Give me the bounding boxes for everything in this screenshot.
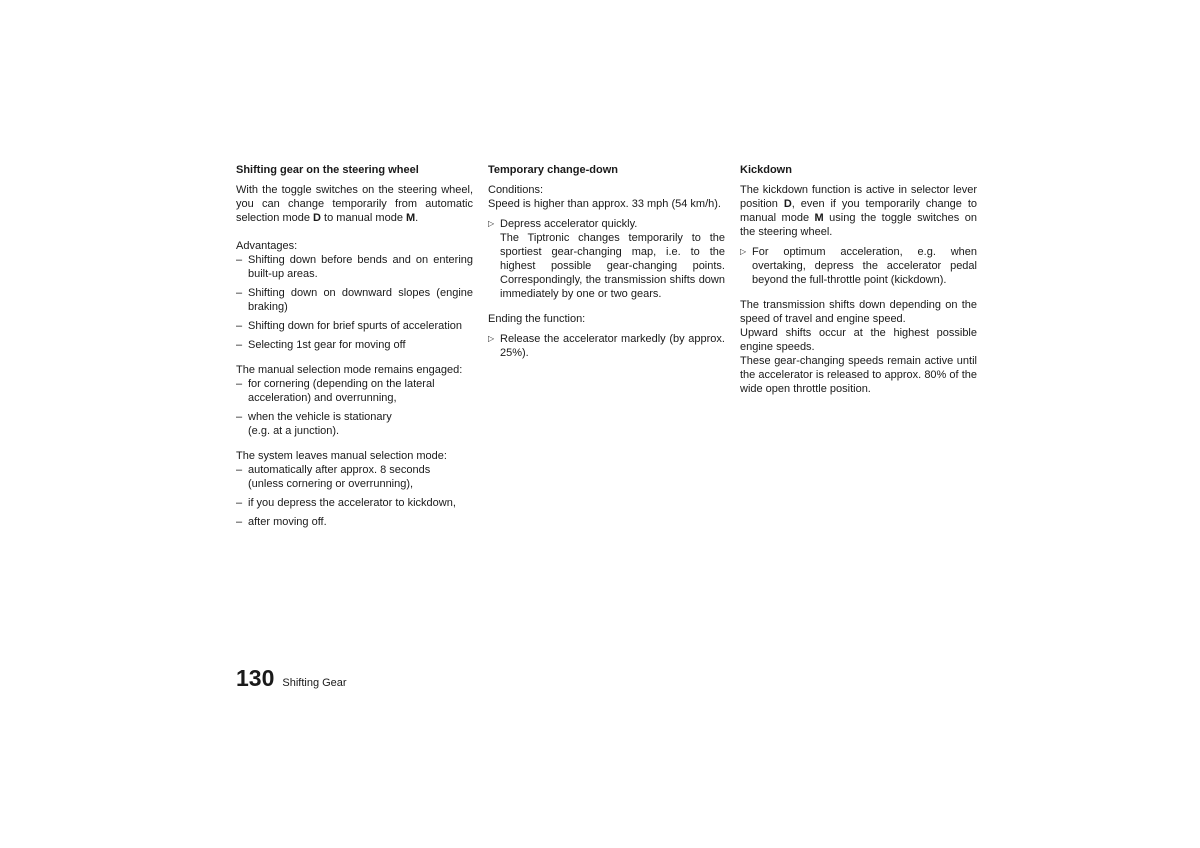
intro-paragraph bbox=[236, 183, 473, 225]
advantages-label: Advantages: bbox=[236, 240, 298, 252]
instruction-list bbox=[488, 332, 725, 360]
intro-text: using the toggle switches on the steering wheel. bbox=[740, 212, 977, 238]
mode-d-label: D bbox=[783, 198, 792, 210]
remains-list bbox=[236, 377, 473, 438]
list-item: – Shifting down before bends and on entering built-up areas. bbox=[236, 253, 473, 281]
intro-text: , even if you temporarily change to manual mode bbox=[740, 198, 977, 224]
conditions-text: Speed is higher than approx. 33 mph (54 km/h). bbox=[488, 198, 721, 210]
instruction-list bbox=[740, 245, 977, 287]
section-title: Shifting Gear bbox=[282, 677, 347, 689]
list-item: – if you depress the accelerator to kickdown, bbox=[236, 496, 473, 510]
mode-m-label: M bbox=[406, 212, 416, 224]
intro-paragraph bbox=[740, 183, 977, 239]
step-body: The Tiptronic changes temporarily to the sportiest gear-changing map, i.e. to the highest possible gear-changing points. Correspondingly, the transmission shifts down immediately by one or two gears. bbox=[500, 232, 725, 300]
instruction-step bbox=[488, 217, 725, 301]
mode-m-label: M bbox=[814, 212, 824, 224]
intro-text: to manual mode bbox=[321, 212, 406, 224]
list-item: – for cornering (depending on the lateral acceleration) and overrunning, bbox=[236, 377, 473, 405]
list-item: – Shifting down for brief spurts of acceleration bbox=[236, 319, 473, 333]
leaves-label: The system leaves manual selection mode: bbox=[236, 450, 447, 462]
column-shifting-gear-steering-wheel bbox=[236, 163, 473, 534]
intro-text: . bbox=[415, 212, 419, 224]
advantages-list bbox=[236, 253, 473, 352]
page-footer bbox=[236, 664, 347, 692]
instruction-step: ▷ For optimum acceleration, e.g. when overtaking, depress the accelerator pedal beyond the full-throttle point (kickdown). bbox=[740, 245, 977, 287]
intro-text: With the toggle switches on the steering wheel, you can change temporarily from automatic selection mode bbox=[236, 184, 473, 224]
list-item: – automatically after approx. 8 seconds (unless cornering or overrunning), bbox=[236, 463, 473, 491]
instruction-step: ▷ Release the accelerator markedly (by approx. 25%). bbox=[488, 332, 725, 360]
instruction-list bbox=[488, 217, 725, 301]
step-title: ▷ Depress accelerator quickly. bbox=[500, 218, 638, 230]
remains-label: The manual selection mode remains engaged: bbox=[236, 364, 463, 376]
list-item: – Shifting down on downward slopes (engine braking) bbox=[236, 286, 473, 314]
ending-label: Ending the function: bbox=[488, 313, 586, 325]
section-heading: Kickdown bbox=[740, 164, 792, 176]
body-paragraph: The transmission shifts down depending on the speed of travel and engine speed. bbox=[740, 299, 977, 325]
intro-text: The kickdown function is active in selector lever position bbox=[740, 184, 977, 210]
section-heading: Temporary change-down bbox=[488, 164, 618, 176]
column-temporary-change-down bbox=[488, 163, 725, 365]
page-number: 130 bbox=[236, 665, 275, 691]
column-kickdown bbox=[740, 163, 977, 396]
list-item: – when the vehicle is stationary (e.g. at a junction). bbox=[236, 410, 473, 438]
body-paragraph: These gear-changing speeds remain active until the accelerator is released to approx. 80% of the wide open throttle position. bbox=[740, 355, 977, 395]
list-item: – after moving off. bbox=[236, 515, 473, 529]
leaves-list bbox=[236, 463, 473, 529]
list-item: – Selecting 1st gear for moving off bbox=[236, 338, 473, 352]
section-heading: Shifting gear on the steering wheel bbox=[236, 164, 419, 176]
mode-d-label: D bbox=[313, 212, 321, 224]
body-paragraph: Upward shifts occur at the highest possible engine speeds. bbox=[740, 327, 977, 353]
conditions-label: Conditions: bbox=[488, 184, 544, 196]
